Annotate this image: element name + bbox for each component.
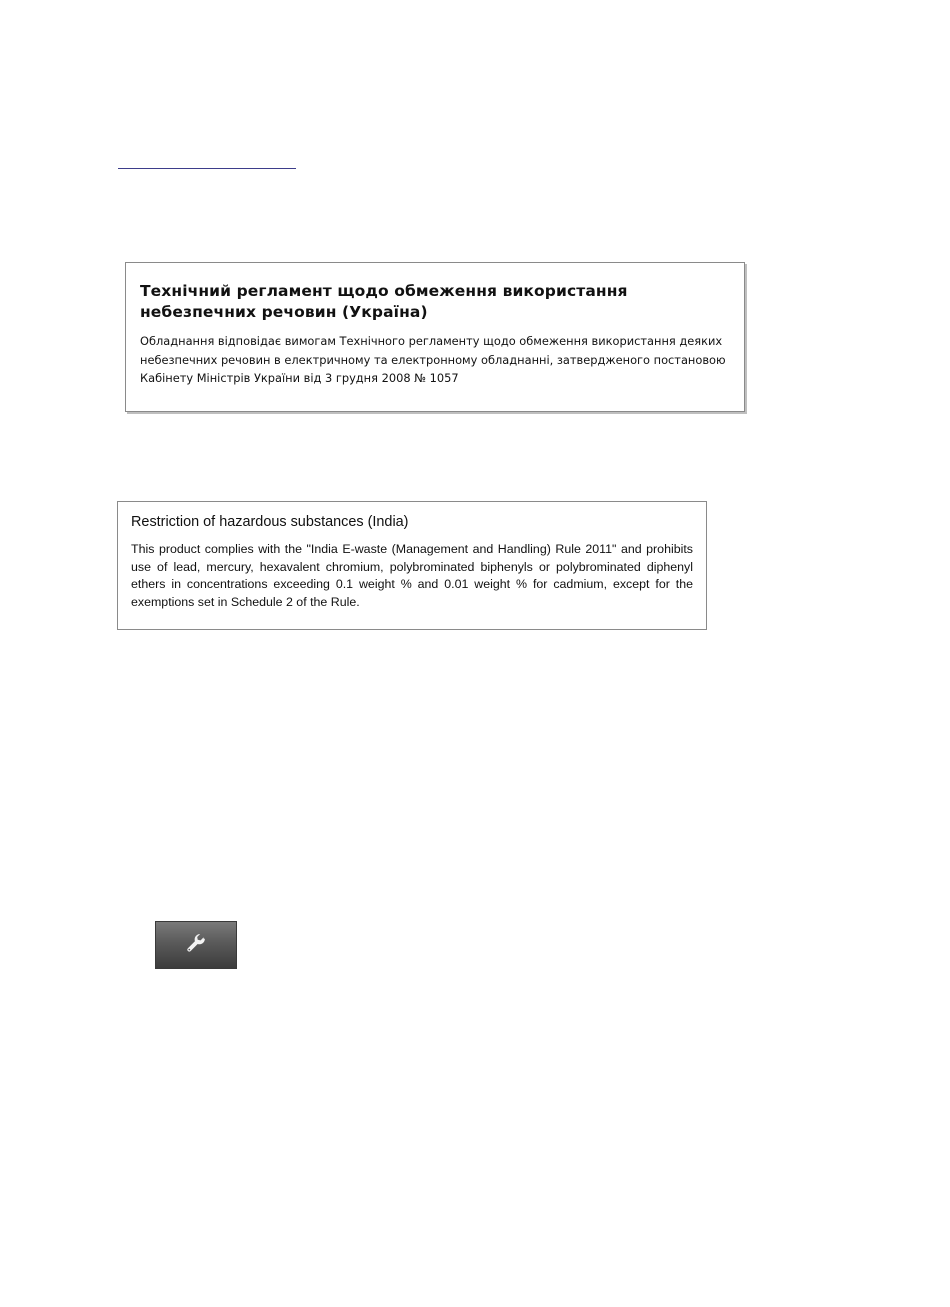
- india-rohs-notice: [117, 501, 707, 630]
- india-notice-body: This product complies with the "India E-waste (Management and Handling) Rule 2011" and prohibits use of lead, mercury, hexavalent chromium, polybrominated biphenyls or polybrominated diphenyl ethers in concentrations exceeding 0.1 weight % and 0.01 weight % for cadmium, except for the exemptions set in Schedule 2 of the Rule.: [131, 542, 693, 609]
- link-underline: [118, 168, 296, 169]
- ukraine-notice-body: Обладнання відповідає вимогам Технічного регламенту щодо обмеження використання деяких небезпечних речовин в електричному та електронному обладнанні, затвердженого постановою Кабінету Міністрів України від 3 грудня 2008 № 1057: [140, 334, 726, 385]
- wrench-icon: [185, 933, 207, 955]
- ukraine-rohs-notice: [125, 262, 745, 412]
- ukraine-notice-title: Технічний регламент щодо обмеження використання небезпечних речовин (Україна): [140, 282, 628, 321]
- setup-button[interactable]: [155, 921, 237, 969]
- india-notice-title: Restriction of hazardous substances (India): [131, 513, 409, 530]
